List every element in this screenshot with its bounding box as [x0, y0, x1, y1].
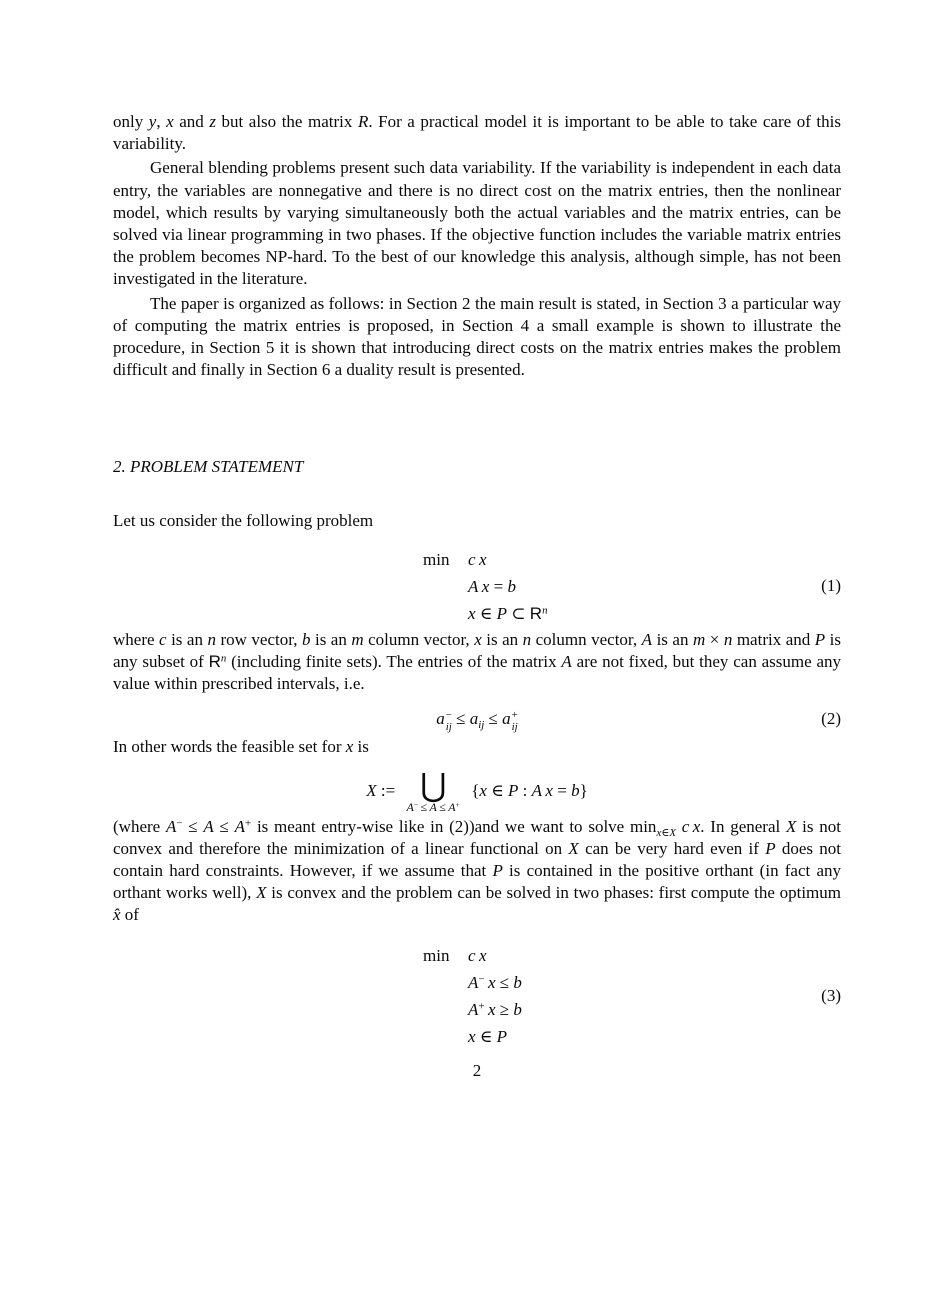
min-operator: min — [423, 549, 450, 569]
equation-3-constraint-2: A+ x ≥ b — [468, 999, 522, 1019]
equation-1-number: (1) — [821, 576, 841, 596]
equation-1-constraint-2: x ∈ P ⊂ $R^n$ — [468, 603, 548, 623]
equation-3-constraint-1: A− x ≤ b — [468, 972, 522, 992]
equation-3-rows — [423, 942, 841, 1050]
section-heading: 2. PROBLEM STATEMENT — [113, 457, 304, 477]
intro-line: Let us consider the following problem — [113, 510, 374, 530]
equation-1-rows — [423, 546, 841, 627]
page-number: 2 — [472, 1060, 482, 1080]
equation-2-body: a − ij ≤ $a_{ij} \le a$ + ij — [436, 709, 518, 733]
equation-1-objective: c x — [468, 549, 487, 569]
equation-3-objective: c x — [468, 945, 487, 965]
min-operator: min — [423, 945, 450, 965]
equation-1 — [113, 546, 841, 627]
paragraph-where-vectors: where c is an n row vector, b is an m column vector, x is an n column vector, A is an m × n matrix and P is any subset of $R^n$ (including finite sets). The entries of the matrix A are not fixed, but they can assume any value within prescribed intervals, i.e. — [113, 629, 841, 694]
equation-union — [113, 765, 841, 814]
equation-3-row-objective — [423, 942, 841, 969]
equation-union-body: X := ⋃ A− ≤ A ≤ A+ {x ∈ P : A x = b} — [366, 765, 588, 814]
equation-3-constraint-3: x ∈ P — [468, 1026, 508, 1046]
equation-3 — [113, 942, 841, 1050]
paragraph-entrywise-convexity: (where A− ≤ A ≤ A+ is meant entry-wise like in (2))and we want to solve $\min_{x\in X} c$ x. In general X is not convex and therefore the minimization of a linear functional on X can be very hard even if P does not contain hard constraints. However, if we assume that P is contained in the positive orthant (in fact any orthant works well), X is convex and the problem can be solved in two phases: first compute the optimum x̂ of — [113, 816, 842, 925]
equation-1-constraint-1: A x = b — [468, 576, 516, 596]
big-union-operator: ⋃ — [420, 765, 447, 804]
equation-2 — [113, 704, 841, 734]
paragraph-feasible-set: In other words the feasible set for x is — [113, 737, 369, 757]
equation-2-number: (2) — [821, 709, 841, 729]
equation-3-number: (3) — [821, 985, 841, 1005]
paragraph-paper-organization: The paper is organized as follows: in Section 2 the main result is stated, in Section 3 a particular way of computing the matrix entries is proposed, in Section 4 a small example is shown to illustrate the procedure, in Section 5 it is shown that introducing direct costs on the matrix entries makes the problem difficult and finally in Section 6 a duality result is presented. — [113, 293, 841, 380]
paragraph-continuation: only y, x and z but also the matrix R. For a practical model it is important to be able to take care of this variability. — [113, 112, 841, 154]
equation-1-row-objective — [423, 546, 841, 573]
page-content — [113, 111, 841, 1082]
paragraph-blending-problems: General blending problems present such data variability. If the variability is independent in each data entry, the variables are nonnegative and there is no direct cost on the matrix entries, then the nonlinear model, which results by varying simultaneously both the actual variables and the matrix entries, can be solved via linear programming in two phases. If the objective function includes the variable matrix entries the problem becomes NP-hard. To the best of our knowledge this analysis, although simple, has not been investigated in the literature. — [113, 158, 841, 289]
